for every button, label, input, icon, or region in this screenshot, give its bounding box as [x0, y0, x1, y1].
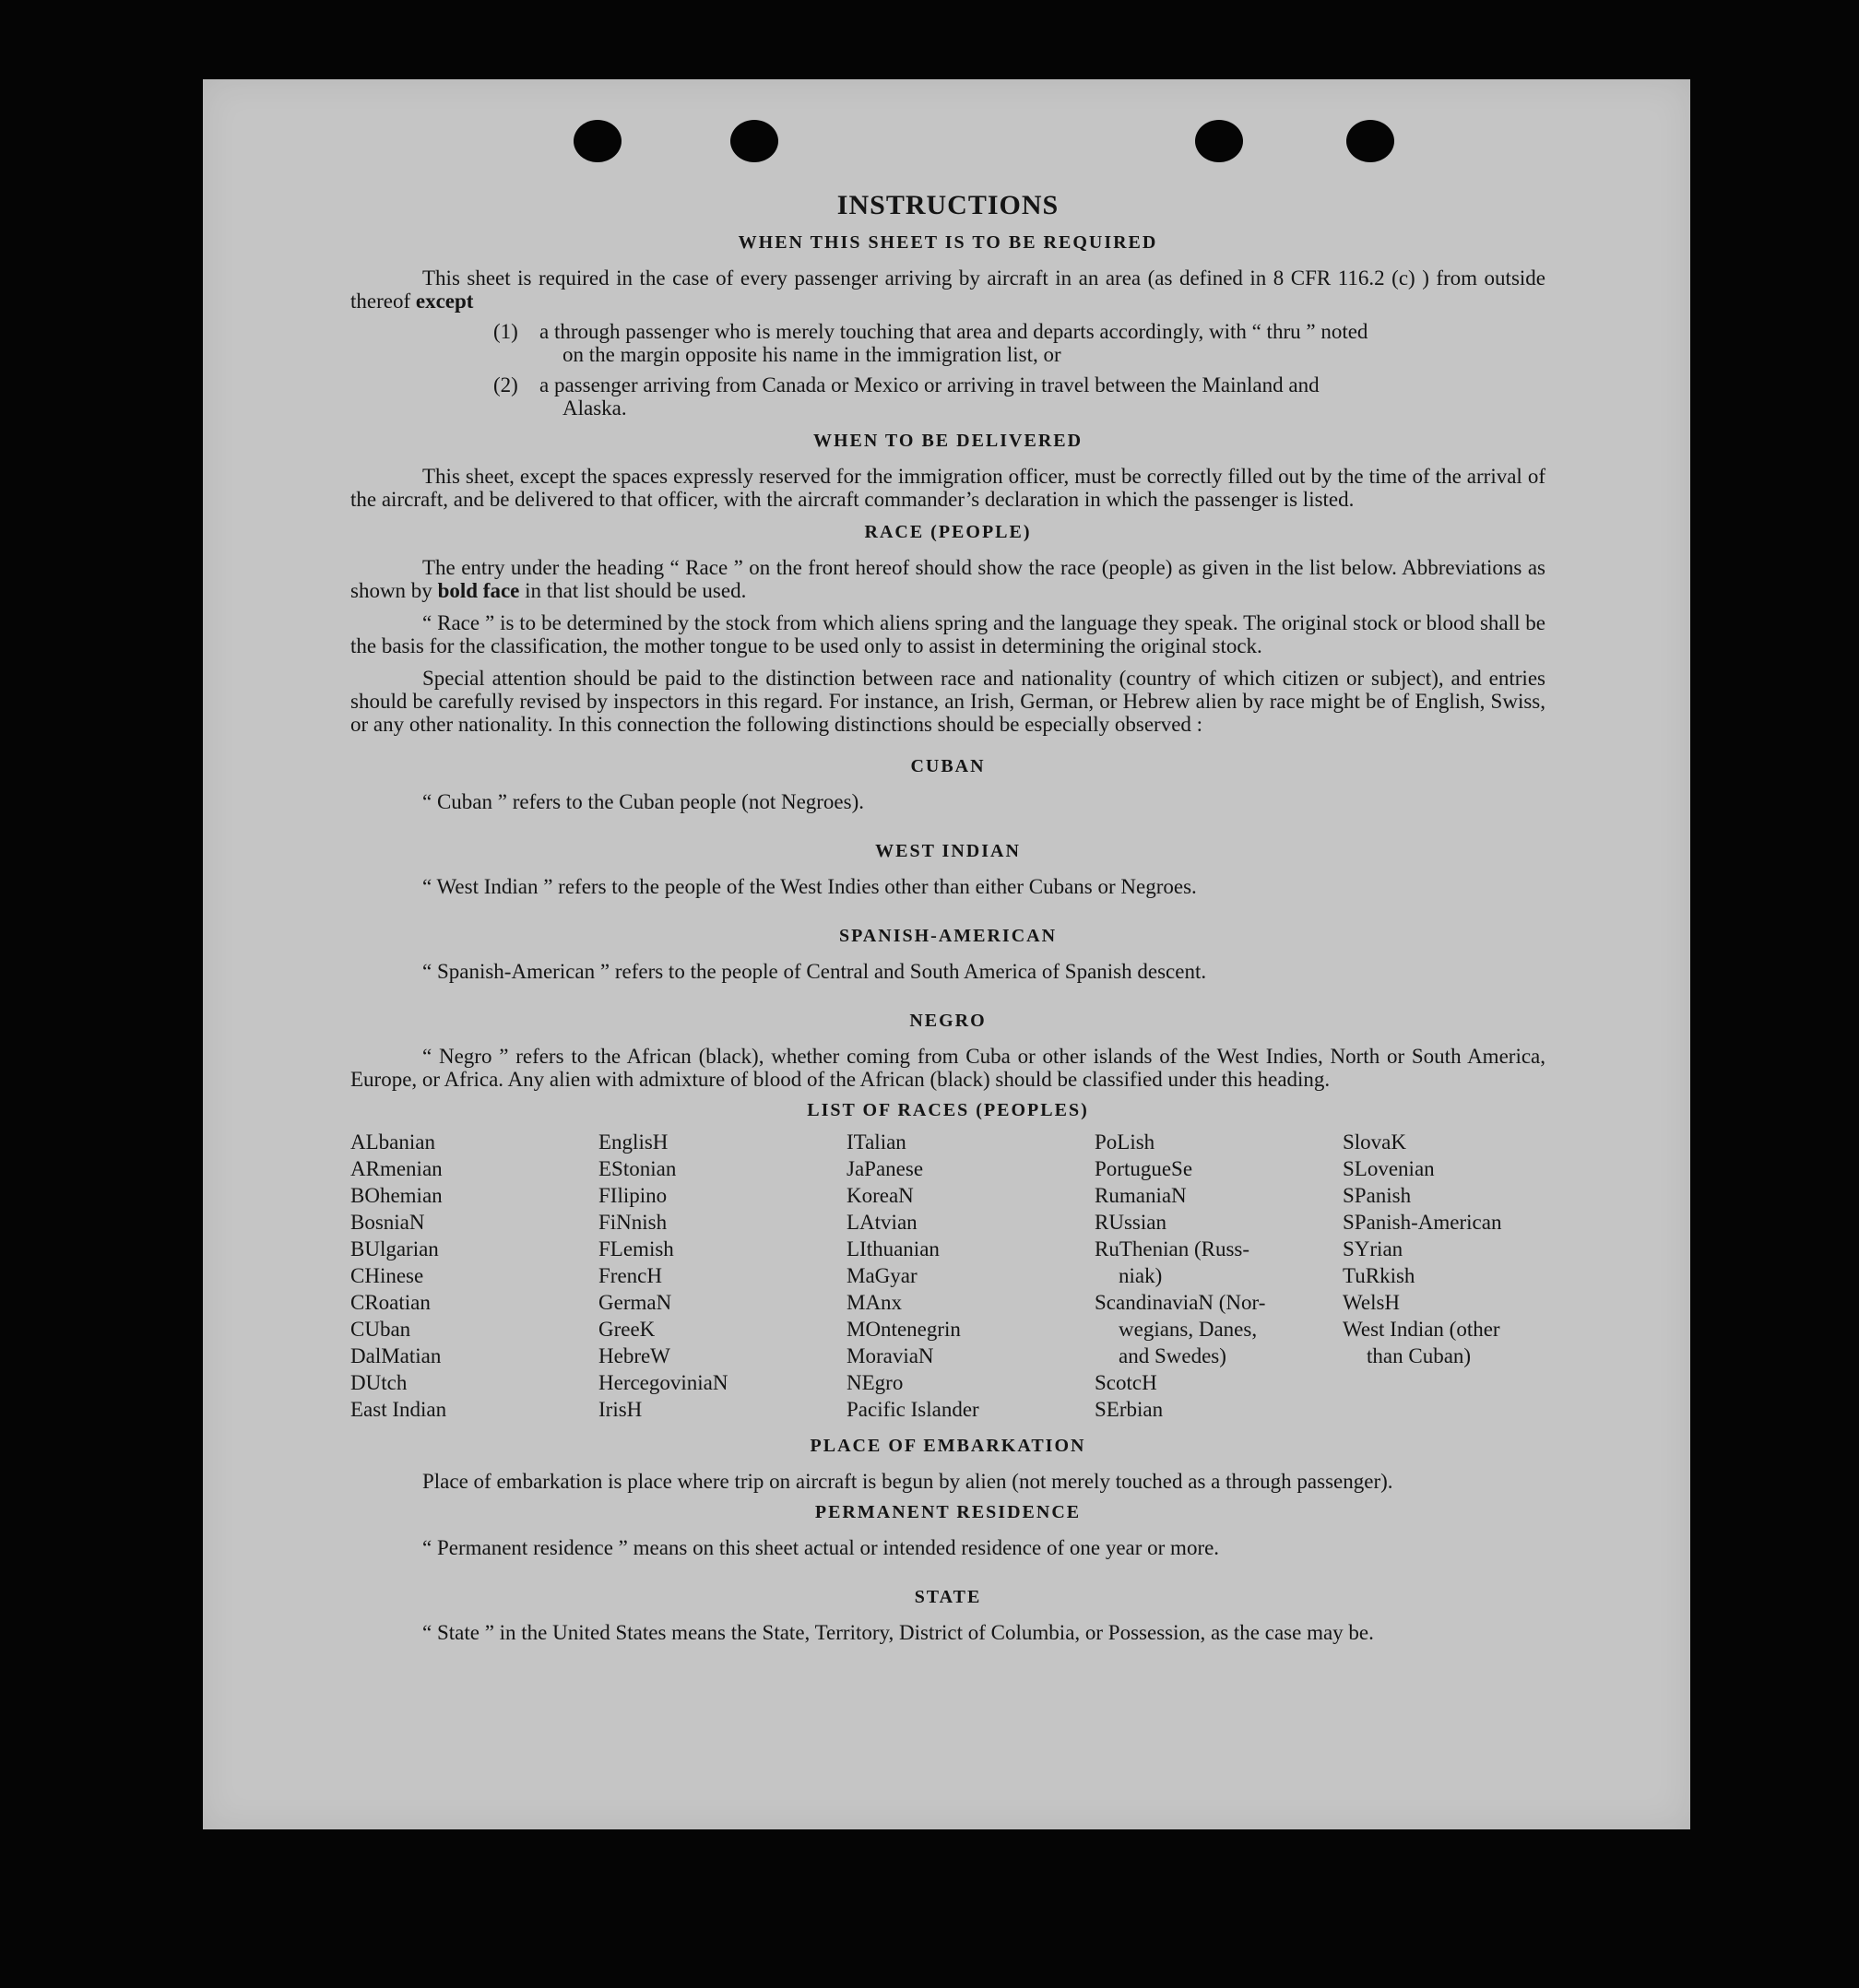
punch-hole [730, 120, 778, 162]
required-text: This sheet is required in the case of every passenger arriving by aircraft in an area (as defined in 8 CFR 116.2 (c) ) from outside thereof [350, 266, 1545, 313]
race-item: BUlgarian [350, 1237, 439, 1260]
race-item: West Indian (other [1343, 1318, 1500, 1341]
race-item: SPanish-American [1343, 1211, 1502, 1234]
race-item: PortugueSe [1095, 1157, 1193, 1180]
race-paragraph-2: “ Race ” is to be determined by the stock from which aliens spring and the language they speak. The original stock or blood shall be the basis for the classification, the mother tongue to be used only to assist in determining the original stock. [350, 611, 1545, 657]
race-paragraph-1 [350, 556, 1545, 602]
race-item: ARmenian [350, 1157, 443, 1180]
race-item-continuation: and Swedes) [1119, 1344, 1226, 1367]
race-item: KoreaN [847, 1184, 914, 1207]
race-item: IrisH [598, 1398, 643, 1421]
item-text [539, 373, 1545, 420]
race-item: ScandinaviaN (Nor- [1095, 1291, 1266, 1314]
race-text: The entry under the heading “ Race ” on the front hereof should show the race (people) as given in the list below. Abbreviations as shown by [350, 556, 1545, 602]
races-column-2 [598, 1129, 847, 1423]
section-heading-required: WHEN THIS SHEET IS TO BE REQUIRED [738, 232, 1158, 253]
item-line: Alaska. [562, 396, 627, 420]
race-item: WelsH [1343, 1291, 1401, 1314]
race-item: ITalian [847, 1130, 906, 1154]
race-item: FLemish [598, 1237, 674, 1260]
race-item: EnglisH [598, 1130, 669, 1154]
race-item: SPanish [1343, 1184, 1412, 1207]
race-item: ALbanian [350, 1130, 435, 1154]
race-item: TuRkish [1343, 1264, 1415, 1287]
race-item: NEgro [847, 1371, 904, 1394]
race-item: DUtch [350, 1371, 408, 1394]
negro-paragraph: “ Negro ” refers to the African (black), whether coming from Cuba or other islands of the West Indies, North or South America, Europe, or Africa. Any alien with admixture of blood of the African (black) should be classified under this heading. [350, 1045, 1545, 1091]
race-item: BOhemian [350, 1184, 443, 1207]
punch-hole [574, 120, 622, 162]
race-item: SErbian [1095, 1398, 1164, 1421]
races-column-3 [847, 1129, 1095, 1423]
race-item: Pacific Islander [847, 1398, 979, 1421]
race-paragraph-3: Special attention should be paid to the distinction between race and nationality (country of which citizen or subject), and entries should be carefully revised by inspectors in this regard. For instance, an Irish, German, or Hebrew alien by race might be of English, Swiss, or any other nationality. In this connection the following distinctions should be especially observed : [350, 667, 1545, 736]
race-item: ScotcH [1095, 1371, 1157, 1394]
race-item: CUban [350, 1318, 411, 1341]
race-item: DalMatian [350, 1344, 442, 1367]
exception-item-2 [493, 373, 1545, 420]
races-column-1 [350, 1129, 598, 1423]
section-heading-delivered: WHEN TO BE DELIVERED [812, 431, 1083, 451]
race-item: RumaniaN [1095, 1184, 1187, 1207]
page-title: INSTRUCTIONS [836, 190, 1060, 220]
item-line: a through passenger who is merely touching that area and departs accordingly, with “ thru ” noted [539, 320, 1368, 343]
race-item: GreeK [598, 1318, 656, 1341]
section-heading-embarkation: PLACE OF EMBARKATION [810, 1436, 1086, 1456]
embarkation-paragraph: Place of embarkation is place where trip on aircraft is begun by alien (not merely touched as a through passenger). [422, 1470, 1393, 1493]
race-item: EStonian [598, 1157, 677, 1180]
race-item-continuation: niak) [1119, 1264, 1163, 1287]
race-item: RuThenian (Russ- [1095, 1237, 1250, 1260]
delivered-paragraph: This sheet, except the spaces expressly reserved for the immigration officer, must be correctly filled out by the time of the arrival of the aircraft, and be delivered to that officer, with the aircraft commander’s declaration in which the passenger is listed. [350, 465, 1545, 511]
required-paragraph [350, 266, 1545, 313]
race-item: FiNnish [598, 1211, 668, 1234]
item-line: a passenger arriving from Canada or Mexico or arriving in travel between the Mainland and [539, 373, 1320, 396]
race-item: MAnx [847, 1291, 903, 1314]
race-item: FIlipino [598, 1184, 668, 1207]
except-bold: except [415, 290, 474, 313]
section-heading-residence: PERMANENT RESIDENCE [814, 1502, 1082, 1522]
section-heading-spanish-american: SPANISH-AMERICAN [838, 926, 1058, 946]
race-item-continuation: wegians, Danes, [1119, 1318, 1258, 1341]
item-number: (2) [493, 373, 518, 396]
bold-face-text: bold face [437, 579, 520, 602]
race-item: MOntenegrin [847, 1318, 961, 1341]
item-line: on the margin opposite his name in the immigration list, or [562, 343, 1061, 366]
instructions-content [350, 190, 1545, 1644]
race-item: CRoatian [350, 1291, 431, 1314]
section-heading-negro: NEGRO [909, 1011, 987, 1031]
race-item: SYrian [1343, 1237, 1403, 1260]
state-paragraph: “ State ” in the United States means the State, Territory, District of Columbia, or Possession, as the case may be. [422, 1621, 1374, 1644]
punch-hole [1346, 120, 1394, 162]
section-heading-state: STATE [914, 1587, 982, 1607]
section-heading-west-indian: WEST INDIAN [875, 841, 1021, 861]
item-text [539, 320, 1545, 366]
race-item: LIthuanian [847, 1237, 940, 1260]
race-text: in that list should be used. [525, 579, 747, 602]
section-heading-cuban: CUBAN [910, 756, 986, 776]
race-item-continuation: than Cuban) [1367, 1344, 1472, 1367]
race-item: GermaN [598, 1291, 672, 1314]
section-heading-race: RACE (PEOPLE) [864, 522, 1032, 542]
document-sheet [203, 79, 1690, 1829]
race-item: BosniaN [350, 1211, 425, 1234]
spanish-american-paragraph: “ Spanish-American ” refers to the people of Central and South America of Spanish descent. [422, 960, 1207, 983]
race-item: SLovenian [1343, 1157, 1435, 1180]
west-indian-paragraph: “ West Indian ” refers to the people of the West Indies other than either Cubans or Negroes. [422, 875, 1197, 898]
race-item: HebreW [598, 1344, 670, 1367]
race-item: MaGyar [847, 1264, 918, 1287]
races-list [350, 1129, 1545, 1423]
residence-paragraph: “ Permanent residence ” means on this sheet actual or intended residence of one year or more. [422, 1536, 1220, 1559]
exception-item-1 [493, 320, 1545, 366]
race-item: SlovaK [1343, 1130, 1406, 1154]
punch-hole [1195, 120, 1243, 162]
race-item: FrencH [598, 1264, 662, 1287]
race-item: CHinese [350, 1264, 424, 1287]
race-item: MoraviaN [847, 1344, 934, 1367]
race-item: LAtvian [847, 1211, 918, 1234]
race-item: HercegoviniaN [598, 1371, 728, 1394]
races-column-5 [1343, 1129, 1545, 1423]
race-item: RUssian [1095, 1211, 1166, 1234]
race-item: East Indian [350, 1398, 447, 1421]
race-item: JaPanese [847, 1157, 924, 1180]
cuban-paragraph: “ Cuban ” refers to the Cuban people (not Negroes). [422, 790, 865, 813]
races-column-4 [1095, 1129, 1343, 1423]
item-number: (1) [493, 320, 518, 343]
section-heading-list-of-races: LIST OF RACES (PEOPLES) [807, 1100, 1089, 1120]
race-item: PoLish [1095, 1130, 1155, 1154]
